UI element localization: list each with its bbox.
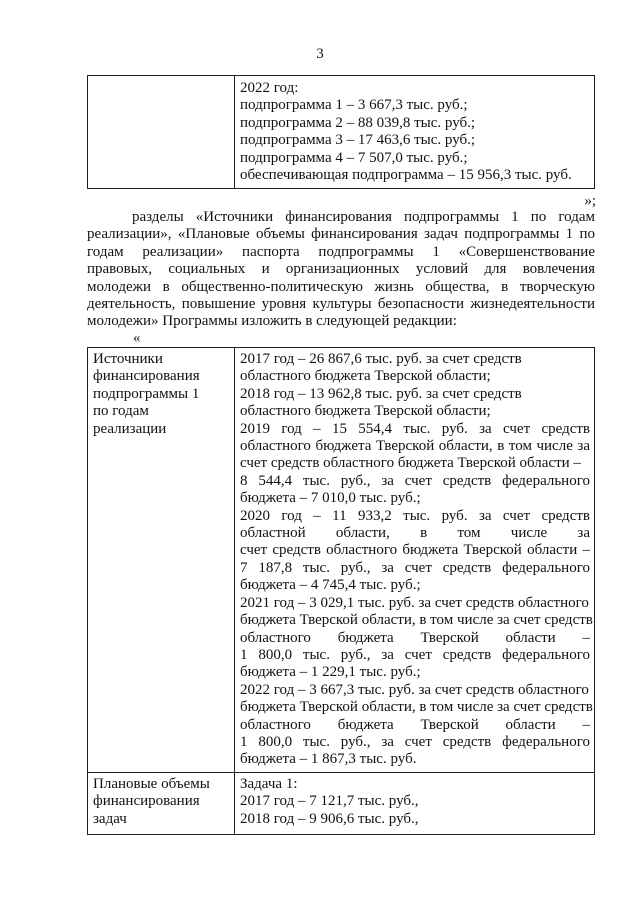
page-number: 3 xyxy=(316,46,324,62)
content-line: бюджета – 4 745,4 тыс. руб.; xyxy=(240,577,421,594)
paragraph-line: молодежи в общественно-политическую жизнь общества, в творческую xyxy=(87,278,595,295)
content-line: 7 187,8 тыс. руб., за счет средств федерального xyxy=(240,559,590,576)
label-line: по годам xyxy=(93,403,149,420)
content-line: 2022 год – 3 667,3 тыс. руб. за счет средств областного xyxy=(240,681,589,698)
passport-table xyxy=(87,347,595,835)
summary-line: подпрограмма 2 – 88 039,8 тыс. руб.; xyxy=(240,114,476,131)
label-line: задач xyxy=(93,810,127,827)
paragraph-line: разделы «Источники финансирования подпрограммы 1 по годам xyxy=(132,209,595,225)
content-line: 2018 год – 13 962,8 тыс. руб. за счет средств xyxy=(240,385,522,402)
content-line: бюджета – 7 010,0 тыс. руб.; xyxy=(240,490,421,507)
content-line: счет средств областного бюджета Тверской области – xyxy=(240,542,590,559)
table-row xyxy=(88,772,595,834)
content-line: 2017 год – 26 867,6 тыс. руб. за счет средств xyxy=(240,351,522,367)
content-line: областной области, в том числе за xyxy=(240,525,590,542)
label-line: реализации xyxy=(93,420,167,437)
content-line: 8 544,4 тыс. руб., за счет средств федерального xyxy=(240,472,590,489)
content-line: бюджета Тверской области, в том числе за счет средств xyxy=(240,612,593,629)
paragraph-line: годам реализации» паспорта подпрограммы 1 «Совершенствование xyxy=(87,243,595,260)
content-line: 1 800,0 тыс. руб., за счет средств федерального xyxy=(240,733,590,750)
content-line: Задача 1: xyxy=(240,775,298,792)
content-line: счет средств областного бюджета Тверской области – xyxy=(240,455,581,472)
content-line: 2018 год – 9 906,6 тыс. руб., xyxy=(240,810,419,827)
label-line: финансирования xyxy=(93,368,200,385)
summary-line: подпрограмма 3 – 17 463,6 тыс. руб.; xyxy=(240,132,476,149)
content-line: областного бюджета Тверской области, в том числе за xyxy=(240,438,590,455)
amendment-paragraph xyxy=(87,209,595,331)
planned-volumes-label-cell xyxy=(88,772,235,834)
paragraph-line: молодежи» Программы изложить в следующей редакции: xyxy=(87,313,457,330)
content-line: 2020 год – 11 933,2 тыс. руб. за счет средств xyxy=(240,507,590,524)
paragraph-line: правовых, социальных и организационных условий для вовлечения xyxy=(87,261,595,278)
content-line: областного бюджета Тверской области – xyxy=(240,629,590,646)
table-row xyxy=(88,76,595,189)
funding-summary-cell xyxy=(235,76,595,189)
empty-label-cell xyxy=(88,76,235,189)
content-line: областного бюджета Тверской области – xyxy=(240,716,590,733)
opening-quote: « xyxy=(133,330,141,346)
label-line: подпрограммы 1 xyxy=(93,385,200,402)
content-line: 2017 год – 7 121,7 тыс. руб., xyxy=(240,793,419,810)
paragraph-line: реализации», «Плановые объемы финансирования задач подпрограммы 1 по xyxy=(87,226,595,243)
table-row xyxy=(88,348,595,773)
funding-sources-label-cell xyxy=(88,348,235,773)
label-line: Источники xyxy=(93,351,163,367)
summary-line: подпрограмма 1 – 3 667,3 тыс. руб.; xyxy=(240,97,468,114)
content-line: 2019 год – 15 554,4 тыс. руб. за счет средств xyxy=(240,420,590,437)
closing-quote: »; xyxy=(584,193,596,209)
label-line: финансирования xyxy=(93,793,200,810)
summary-line: подпрограмма 4 – 7 507,0 тыс. руб.; xyxy=(240,149,468,166)
paragraph-line: деятельность, повышение уровня культуры безопасности жизнедеятельности xyxy=(87,296,595,313)
content-line: областного бюджета Тверской области; xyxy=(240,368,491,385)
previous-section-table xyxy=(87,75,595,189)
summary-line: 2022 год: xyxy=(240,80,299,96)
funding-sources-content-cell xyxy=(235,348,595,773)
planned-volumes-content-cell xyxy=(235,772,595,834)
content-line: 1 800,0 тыс. руб., за счет средств федерального xyxy=(240,646,590,663)
content-line: бюджета – 1 867,3 тыс. руб. xyxy=(240,751,417,768)
label-line: Плановые объемы xyxy=(93,775,210,792)
content-line: 2021 год – 3 029,1 тыс. руб. за счет средств областного xyxy=(240,594,589,611)
content-line: бюджета Тверской области, в том числе за счет средств xyxy=(240,699,593,716)
content-line: областного бюджета Тверской области; xyxy=(240,403,491,420)
content-line: бюджета – 1 229,1 тыс. руб.; xyxy=(240,664,421,681)
summary-line: обеспечивающая подпрограмма – 15 956,3 тыс. руб. xyxy=(240,167,572,184)
